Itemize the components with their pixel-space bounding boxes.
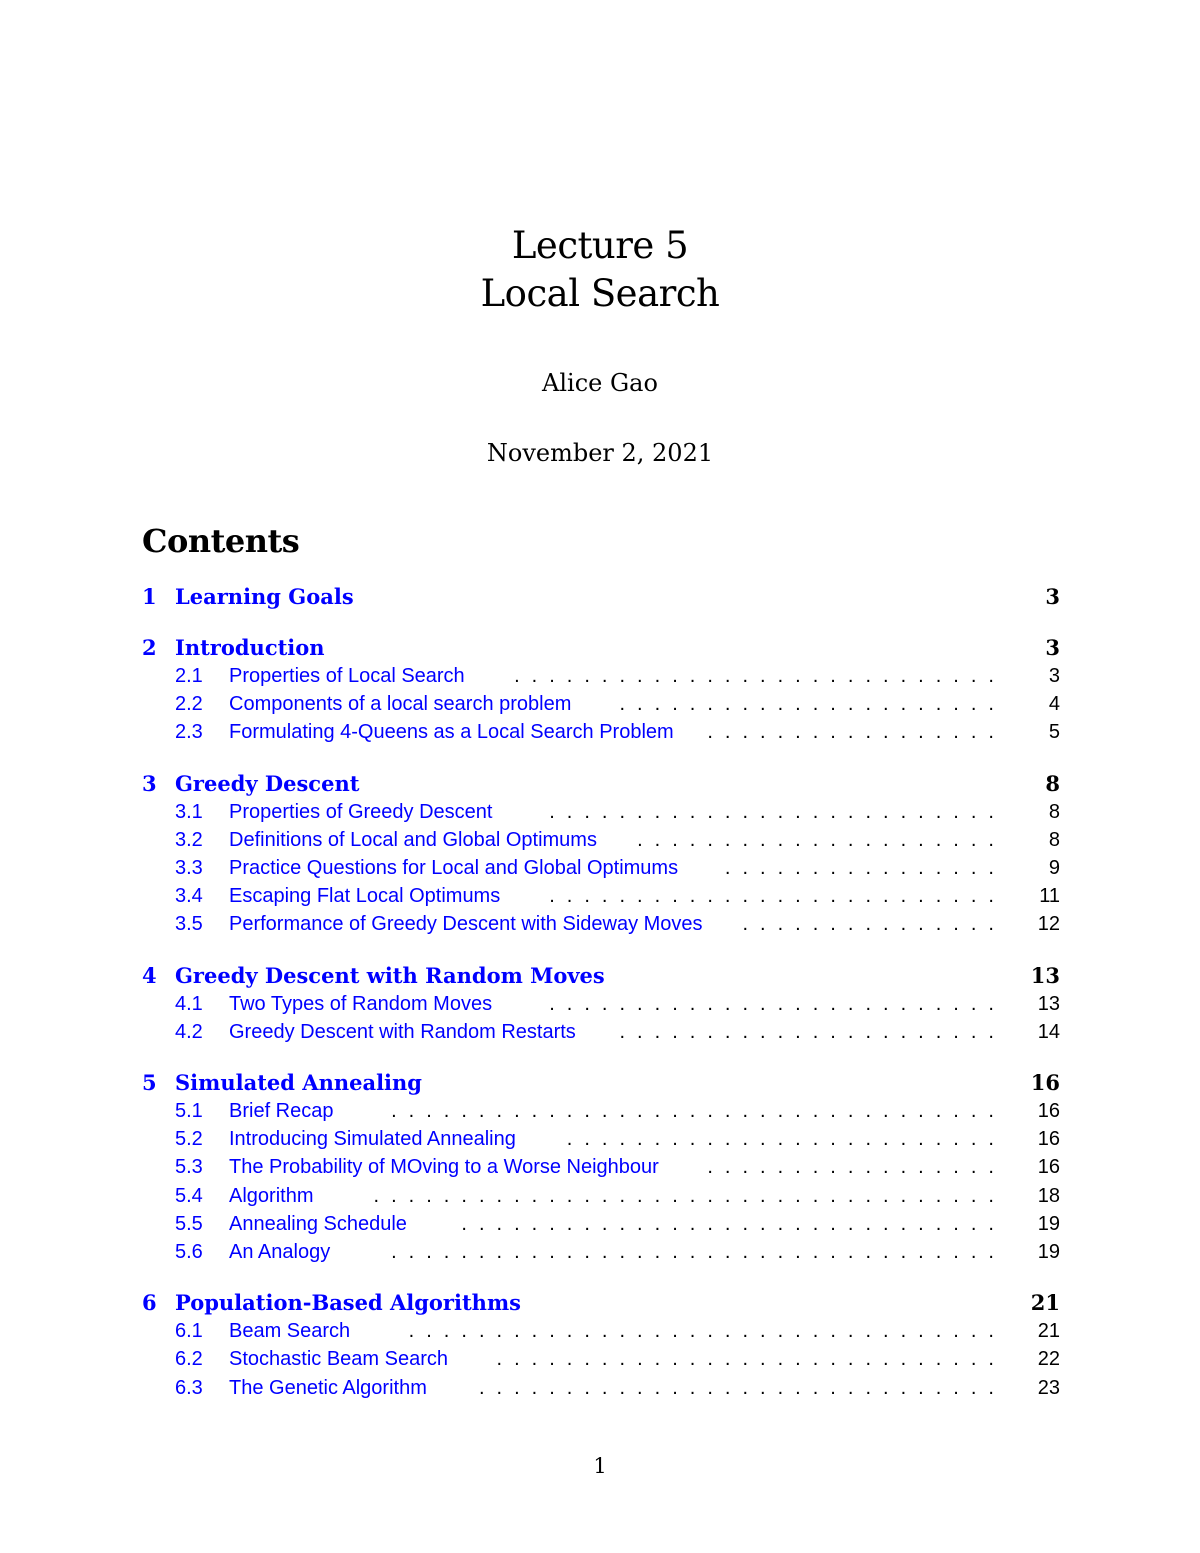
toc-subsection-row[interactable]: [142, 1097, 1060, 1125]
toc-dot-leader: . . . . . . . . . . . . . . . . . . . . . .: [619, 1020, 1006, 1043]
title-block: [0, 222, 1200, 318]
toc-subsection-row[interactable]: [142, 1345, 1060, 1373]
toc-entry-title[interactable]: Greedy Descent with Random Moves: [175, 962, 605, 988]
toc-subsection-row[interactable]: [142, 1182, 1060, 1210]
toc-dot-leader: . . . . . . . . . . . . . . . . . . . . . . . . . . . . .: [496, 1348, 1006, 1371]
toc-entry-title[interactable]: Learning Goals: [175, 584, 354, 609]
toc-dot-leader: . . . . . . . . . . . . . . . . .: [707, 1156, 1006, 1179]
toc-dot-leader: . . . . . . . . . . . . . . . . . . . . . . . . . .: [549, 992, 1006, 1015]
toc-section-row[interactable]: [142, 962, 1060, 990]
toc-entry-page: 12: [1037, 913, 1060, 936]
toc-dot-leader: . . . . . . . . . . . . . . . . . . . . . . . . .: [566, 1128, 1006, 1151]
toc-entry-title[interactable]: Stochastic Beam Search: [229, 1348, 448, 1371]
toc-entry-page: 22: [1037, 1348, 1060, 1371]
toc-entry-title[interactable]: Two Types of Random Moves: [229, 992, 493, 1015]
toc-entry-page: 3: [1048, 665, 1060, 687]
toc-entry-page: 8: [1048, 800, 1060, 823]
toc-dot-leader: . . . . . . . . . . . . . . . . . . . . . . . . . .: [549, 800, 1006, 823]
toc-entry-page: 16: [1037, 1100, 1060, 1122]
toc-dot-leader: . . . . . . . . . . . . . . . . . . . . . . . . . . . .: [514, 665, 1006, 687]
title-line-1: Lecture 5: [511, 224, 689, 267]
toc-entry-page: 8: [1048, 828, 1060, 851]
toc-entry-number[interactable]: 5.1: [175, 1100, 203, 1122]
toc-dot-leader: . . . . . . . . . . . . . . . .: [724, 857, 1006, 879]
toc-entry-title[interactable]: Simulated Annealing: [175, 1070, 422, 1095]
toc-entry-page: 16: [1030, 1070, 1060, 1095]
toc-section-row[interactable]: [142, 1069, 1060, 1097]
toc-entry-title[interactable]: The Genetic Algorithm: [229, 1376, 427, 1399]
toc-subsection-row[interactable]: [142, 882, 1060, 910]
toc-entry-title[interactable]: Escaping Flat Local Optimums: [229, 885, 501, 908]
toc-subsection-row[interactable]: [142, 990, 1060, 1018]
toc-dot-leader: . . . . . . . . . . . . . . . . . . . . . . . . . . . . . . .: [461, 1212, 1006, 1235]
toc-dot-leader: . . . . . . . . . . . . . . . . . . . . . . . . . . . . . . . . . . . .: [373, 1184, 1006, 1207]
toc-subsection-row[interactable]: [142, 1238, 1060, 1266]
toc-entry-title[interactable]: Beam Search: [229, 1320, 351, 1343]
toc-entry-number[interactable]: 5: [142, 1070, 157, 1095]
toc-entry-title[interactable]: Annealing Schedule: [229, 1212, 407, 1235]
toc-entry-number[interactable]: 3.4: [175, 885, 203, 908]
toc-dot-leader: . . . . . . . . . . . . . . . . . . . . . . . . . . . . . .: [478, 1376, 1006, 1399]
toc-entry-number[interactable]: 4: [142, 962, 157, 988]
toc-entry-page: 13: [1030, 962, 1060, 988]
toc-entry-number[interactable]: 5.6: [175, 1241, 203, 1263]
toc-entry-number[interactable]: 6.3: [175, 1376, 203, 1399]
toc-dot-leader: . . . . . . . . . . . . . . .: [742, 913, 1006, 936]
toc-entry-number[interactable]: 5.2: [175, 1128, 203, 1151]
toc-subsection-row[interactable]: [142, 690, 1060, 718]
toc-entry-page: 14: [1037, 1020, 1060, 1043]
toc-entry-title[interactable]: Performance of Greedy Descent with Sideway Moves: [229, 913, 703, 936]
toc-entry-page: 19: [1037, 1212, 1060, 1235]
toc-entry-title[interactable]: Population-Based Algorithms: [175, 1290, 521, 1316]
toc-entry-number[interactable]: 2.1: [175, 665, 203, 687]
toc-entry-number[interactable]: 2.2: [175, 693, 203, 716]
toc-dot-leader: . . . . . . . . . . . . . . . . . . . . . . . . . .: [549, 885, 1006, 908]
toc-entry-title[interactable]: Components of a local search problem: [229, 693, 572, 716]
toc-entry-page: 13: [1037, 992, 1060, 1015]
toc-entry-number[interactable]: 4.1: [175, 992, 203, 1015]
toc-section-row[interactable]: [142, 634, 1060, 662]
toc-entry-page: 18: [1037, 1184, 1060, 1207]
toc-subsection-row[interactable]: [142, 1210, 1060, 1238]
toc-entry-title[interactable]: Definitions of Local and Global Optimums: [229, 828, 597, 851]
toc-dot-leader: . . . . . . . . . . . . . . . . . . . . . . . . . . . . . . . . . . .: [391, 1100, 1006, 1122]
toc-entry-number[interactable]: 3: [142, 770, 157, 796]
toc-entry-title[interactable]: Introducing Simulated Annealing: [229, 1128, 516, 1151]
toc-dot-leader: . . . . . . . . . . . . . . . . . . . . .: [637, 828, 1006, 851]
toc-subsection-row[interactable]: [142, 718, 1060, 746]
toc-subsection-row[interactable]: [142, 1374, 1060, 1402]
date: November 2, 2021: [486, 439, 714, 467]
toc-entry-number[interactable]: 3.1: [175, 800, 203, 823]
toc-entry-title[interactable]: Brief Recap: [229, 1100, 334, 1122]
toc-entry-number[interactable]: 2.3: [175, 721, 203, 744]
toc-entry-number[interactable]: 6.1: [175, 1320, 203, 1343]
toc-entry-title[interactable]: Properties of Greedy Descent: [229, 800, 493, 823]
toc-entry-number[interactable]: 6: [142, 1290, 157, 1316]
toc-entry-title[interactable]: The Probability of MOving to a Worse Neighbour: [229, 1156, 659, 1179]
title-line-2: Local Search: [480, 272, 720, 315]
toc-subsection-row[interactable]: [142, 1018, 1060, 1046]
toc-entry-page: 3: [1045, 635, 1060, 660]
author: Alice Gao: [542, 369, 658, 397]
toc-entry-number[interactable]: 1: [142, 584, 157, 609]
toc-entry-number[interactable]: 5.5: [175, 1212, 203, 1235]
toc-entry-title[interactable]: Formulating 4-Queens as a Local Search Problem: [229, 721, 674, 744]
toc-entry-title[interactable]: Properties of Local Search: [229, 665, 465, 687]
toc-entry-page: 3: [1045, 584, 1060, 609]
toc-section-row[interactable]: [142, 1289, 1060, 1317]
toc-entry-title[interactable]: Introduction: [175, 635, 325, 660]
toc-subsection-row[interactable]: [142, 826, 1060, 854]
toc-entry-number[interactable]: 4.2: [175, 1020, 203, 1043]
toc-entry-number[interactable]: 5.4: [175, 1184, 203, 1207]
toc-entry-page: 16: [1037, 1128, 1060, 1151]
toc-entry-page: 8: [1045, 770, 1060, 796]
toc-entry-title[interactable]: Greedy Descent: [175, 770, 360, 796]
toc-entry-page: 9: [1048, 857, 1060, 879]
toc-entry-number[interactable]: 5.3: [175, 1156, 203, 1179]
toc-entry-number[interactable]: 3.2: [175, 828, 203, 851]
toc-subsection-row[interactable]: [142, 910, 1060, 938]
toc-section-row[interactable]: [142, 770, 1060, 798]
toc-dot-leader: . . . . . . . . . . . . . . . . . . . . . . . . . . . . . . . . . .: [408, 1320, 1006, 1343]
toc-entry-page: 21: [1030, 1290, 1060, 1316]
toc-entry-title[interactable]: Greedy Descent with Random Restarts: [229, 1020, 576, 1043]
toc-section-row[interactable]: [142, 583, 1060, 611]
toc-dot-leader: . . . . . . . . . . . . . . . . .: [707, 721, 1006, 744]
toc-entry-page: 21: [1037, 1320, 1060, 1343]
toc-entry-title[interactable]: Practice Questions for Local and Global Optimums: [229, 857, 679, 879]
toc-entry-page: 23: [1037, 1376, 1060, 1399]
toc-entry-title[interactable]: Algorithm: [229, 1184, 314, 1207]
toc-entry-number[interactable]: 3.3: [175, 857, 203, 879]
toc-entry-number[interactable]: 2: [142, 635, 157, 660]
toc-subsection-row[interactable]: [142, 798, 1060, 826]
toc-dot-leader: . . . . . . . . . . . . . . . . . . . . . . . . . . . . . . . . . . .: [391, 1241, 1006, 1263]
toc-dot-leader: . . . . . . . . . . . . . . . . . . . . . .: [619, 693, 1006, 716]
toc-subsection-row[interactable]: [142, 1317, 1060, 1345]
page-number: 1: [593, 1454, 607, 1478]
toc-entry-title[interactable]: An Analogy: [229, 1241, 331, 1263]
toc-entry-page: 4: [1048, 693, 1060, 716]
toc-entry-page: 5: [1048, 721, 1060, 744]
toc-subsection-row[interactable]: [142, 662, 1060, 690]
toc-entry-page: 16: [1037, 1156, 1060, 1179]
toc-subsection-row[interactable]: [142, 1125, 1060, 1153]
toc-subsection-row[interactable]: [142, 854, 1060, 882]
contents-heading: Contents: [142, 522, 300, 560]
toc-entry-number[interactable]: 3.5: [175, 913, 203, 936]
toc-subsection-row[interactable]: [142, 1153, 1060, 1181]
toc-entry-number[interactable]: 6.2: [175, 1348, 203, 1371]
toc-entry-page: 11: [1039, 885, 1060, 908]
toc-entry-page: 19: [1037, 1241, 1060, 1263]
